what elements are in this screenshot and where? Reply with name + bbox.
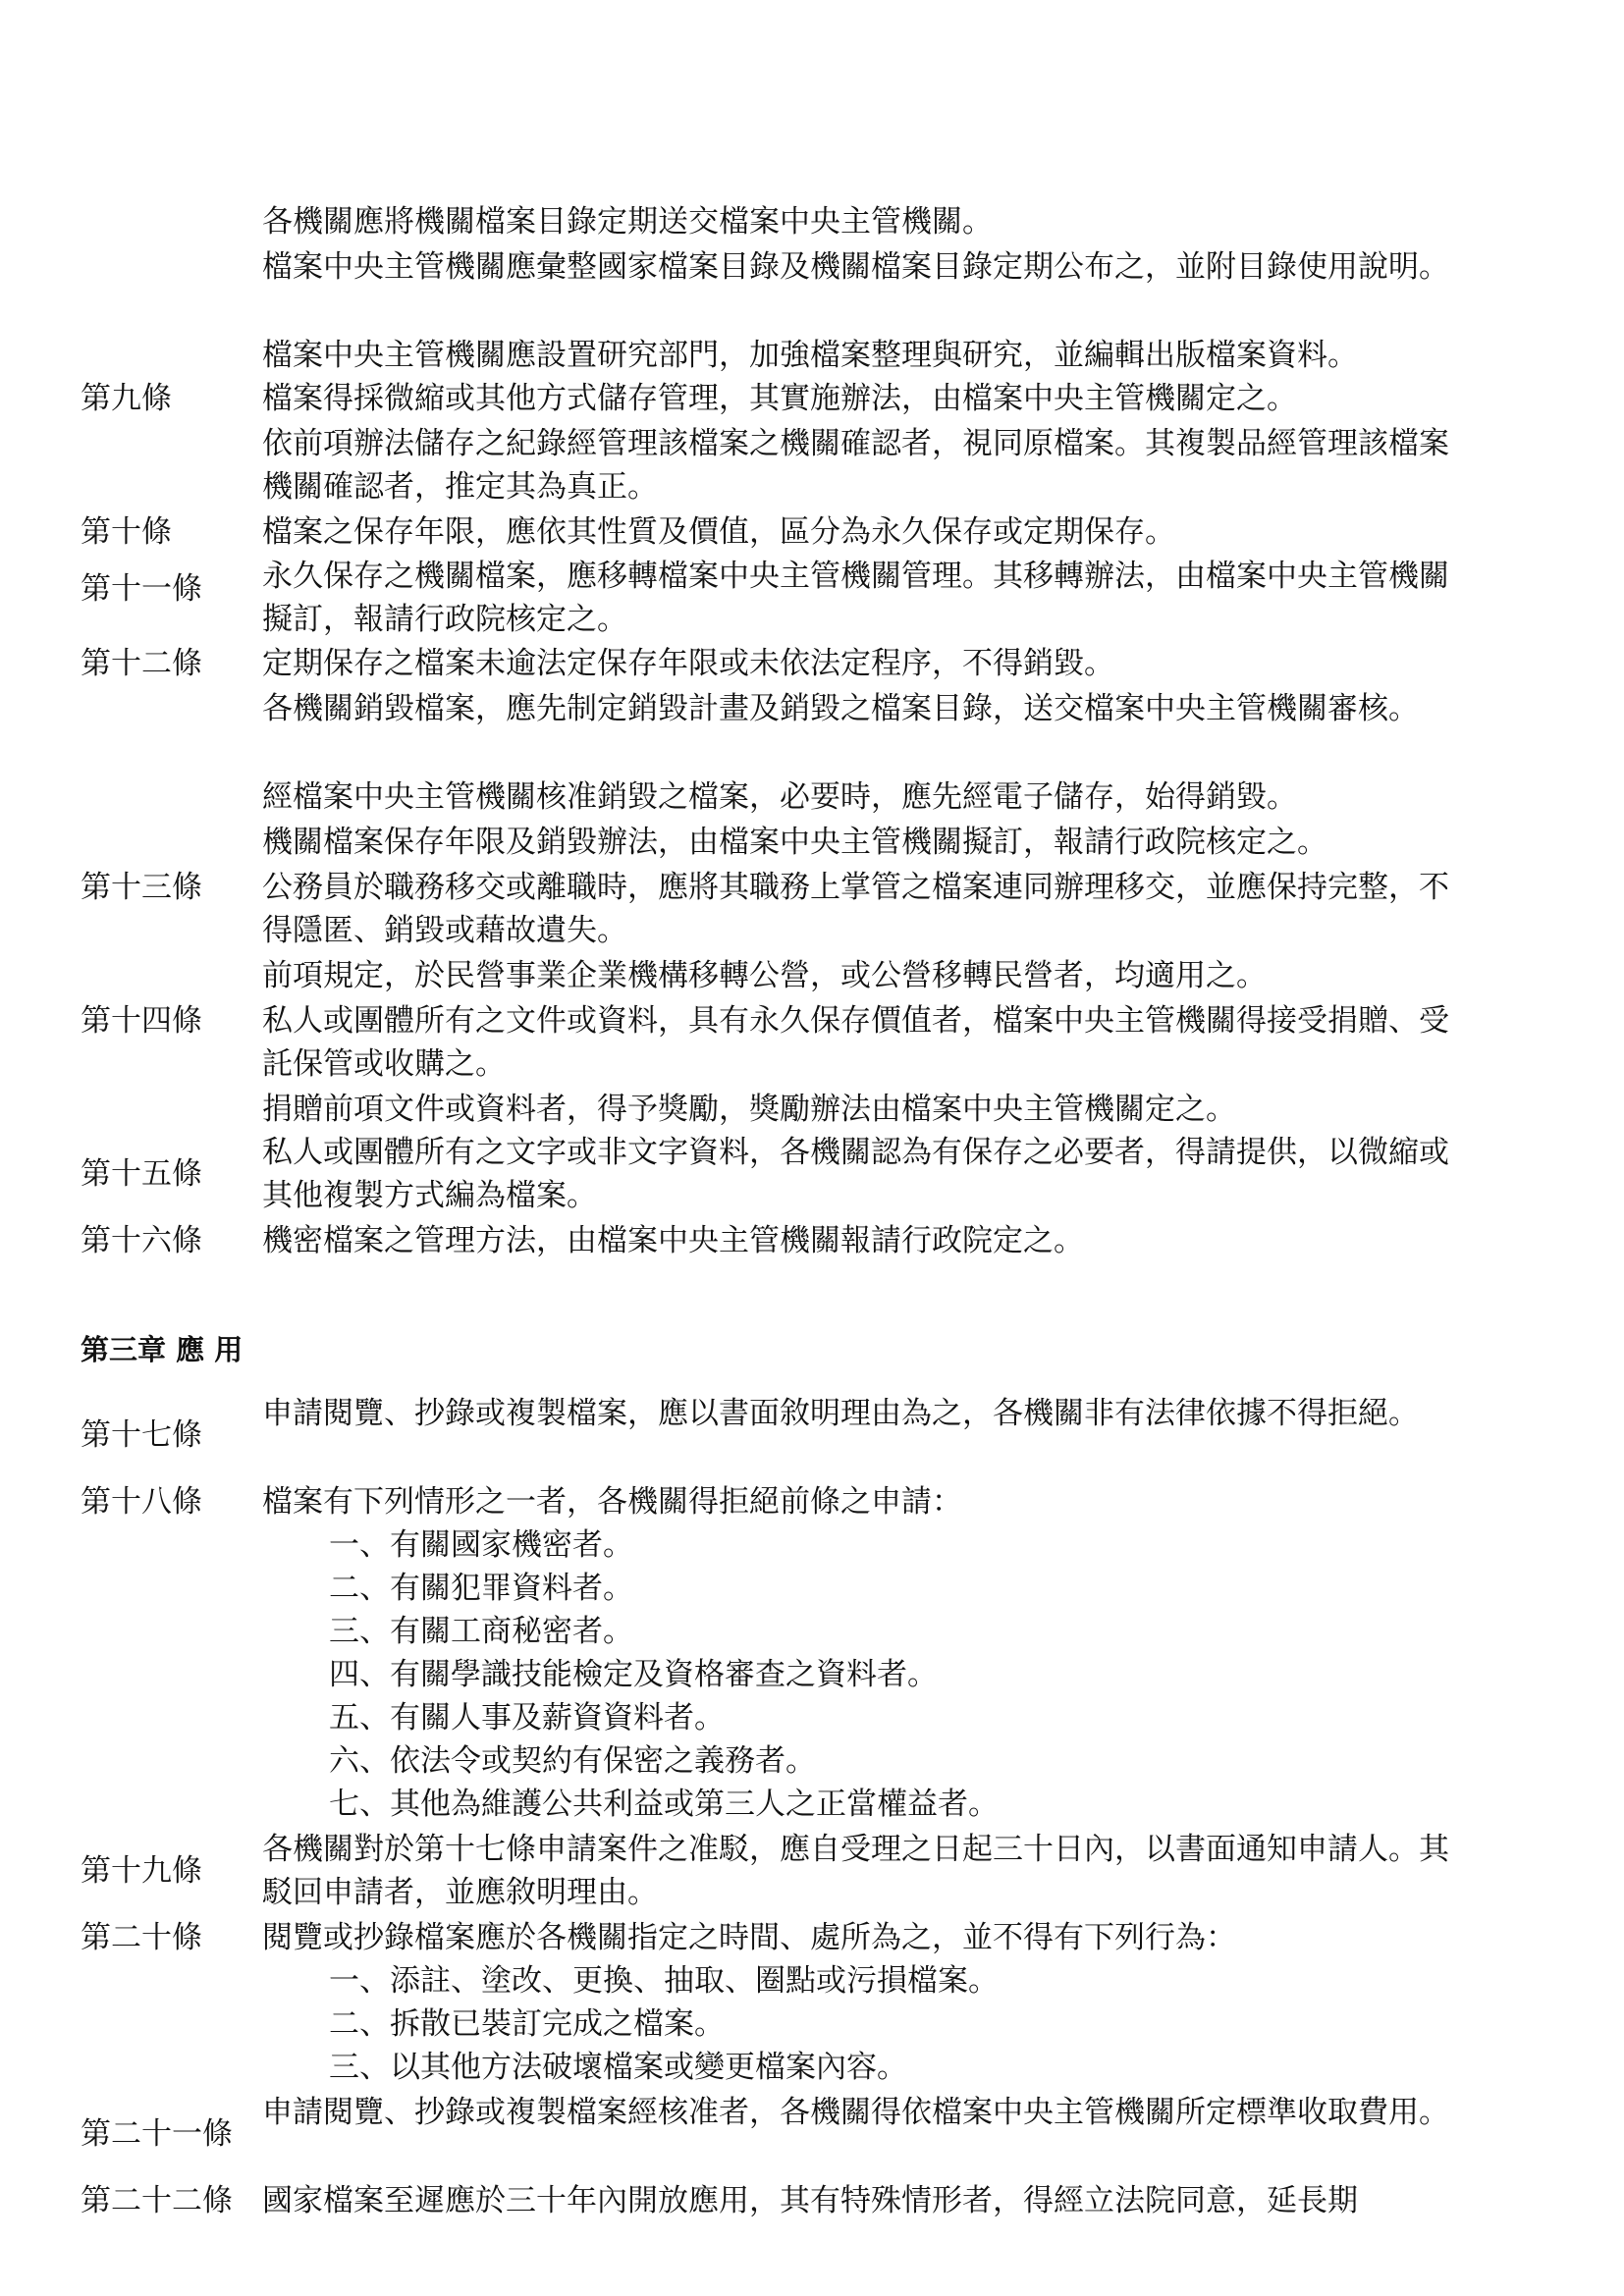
list-item: 一、添註、塗改、更換、抽取、圈點或污損檔案。 [329,1963,999,1999]
article-label: 第二十二條 [81,2183,233,2218]
list-item: 二、拆散已裝訂完成之檔案。 [329,2006,725,2042]
article-paragraph: 檔案之保存年限，應依其性質及價值，區分為永久保存或定期保存。 [262,514,1175,550]
article-label: 第十一條 [81,571,202,607]
article-paragraph: 各機關對於第十七條申請案件之准駁，應自受理之日起三十日內，以書面通知申請人。其駁回申請者，並應敘明理由。 [262,1832,1449,1910]
article-paragraph: 檔案有下列情形之一者，各機關得拒絕前條之申請： [262,1484,962,1520]
article-label: 第十四條 [81,1003,202,1039]
article-paragraph: 前項規定，於民營事業企業機構移轉公營，或公營移轉民營者，均適用之。 [262,958,1267,993]
article-paragraph: 定期保存之檔案未逾法定保存年限或未依法定程序，不得銷毀。 [262,646,1114,681]
article-paragraph: 各機關銷毀檔案，應先制定銷毀計畫及銷毀之檔案目錄，送交檔案中央主管機關審核。 [262,691,1419,726]
chapter-heading: 第三章 應 用 [81,1333,244,1366]
list-item: 五、有關人事及薪資資料者。 [329,1700,725,1735]
article-paragraph: 公務員於職務移交或離職時，應將其職務上掌管之檔案連同辦理移交，並應保持完整，不得隱匿、銷毀或藉故遺失。 [262,870,1449,948]
article-paragraph: 申請閱覽、抄錄或複製檔案，應以書面敘明理由為之，各機關非有法律依據不得拒絕。 [262,1396,1419,1431]
article-paragraph: 各機關應將機關檔案目錄定期送交檔案中央主管機關。 [262,204,993,240]
article-label: 第十五條 [81,1156,202,1192]
article-paragraph: 機關檔案保存年限及銷毀辦法，由檔案中央主管機關擬訂，報請行政院核定之。 [262,825,1327,860]
list-item: 四、有關學識技能檢定及資格審查之資料者。 [329,1657,938,1692]
article-paragraph: 機密檔案之管理方法，由檔案中央主管機關報請行政院定之。 [262,1223,1084,1258]
article-label: 第十六條 [81,1223,202,1258]
article-paragraph: 捐贈前項文件或資料者，得予獎勵，獎勵辦法由檔案中央主管機關定之。 [262,1092,1236,1127]
article-label: 第十九條 [81,1853,202,1889]
article-label: 第十條 [81,514,172,550]
article-label: 第二十條 [81,1920,202,1955]
article-paragraph: 申請閱覽、抄錄或複製檔案經核准者，各機關得依檔案中央主管機關所定標準收取費用。 [262,2095,1449,2130]
list-item: 六、依法令或契約有保密之義務者。 [329,1743,816,1779]
article-paragraph: 經檔案中央主管機關核准銷毀之檔案，必要時，應先經電子儲存，始得銷毀。 [262,779,1297,815]
article-label: 第十二條 [81,646,202,681]
article-paragraph: 依前項辦法儲存之紀錄經管理該檔案之機關確認者，視同原檔案。其複製品經管理該檔案機關確認者，推定其為真正。 [262,426,1449,505]
list-item: 三、有關工商秘密者。 [329,1614,633,1649]
article-paragraph: 國家檔案至遲應於三十年內開放應用，其有特殊情形者，得經立法院同意，延長期 [262,2183,1358,2218]
list-item: 一、有關國家機密者。 [329,1527,633,1563]
article-paragraph: 檔案中央主管機關應彙整國家檔案目錄及機關檔案目錄定期公布之，並附目錄使用說明。 [262,249,1449,285]
article-paragraph: 私人或團體所有之文件或資料，具有永久保存價值者，檔案中央主管機關得接受捐贈、受託保管或收購之。 [262,1003,1449,1082]
article-label: 第十八條 [81,1484,202,1520]
article-label: 第十七條 [81,1417,202,1453]
article-paragraph: 檔案中央主管機關應設置研究部門，加強檔案整理與研究，並編輯出版檔案資料。 [262,338,1358,373]
article-paragraph: 永久保存之機關檔案，應移轉檔案中央主管機關管理。其移轉辦法，由檔案中央主管機關擬訂，報請行政院核定之。 [262,559,1449,637]
article-paragraph: 私人或團體所有之文字或非文字資料，各機關認為有保存之必要者，得請提供，以微縮或其他複製方式編為檔案。 [262,1135,1449,1213]
list-item: 三、以其他方法破壞檔案或變更檔案內容。 [329,2050,907,2085]
article-label: 第十三條 [81,870,202,905]
list-item: 二、有關犯罪資料者。 [329,1571,633,1606]
article-paragraph: 閱覽或抄錄檔案應於各機關指定之時間、處所為之，並不得有下列行為： [262,1920,1236,1955]
article-paragraph: 檔案得採微縮或其他方式儲存管理，其實施辦法，由檔案中央主管機關定之。 [262,381,1297,416]
article-label: 第二十一條 [81,2116,233,2152]
article-label: 第九條 [81,381,172,416]
list-item: 七、其他為維護公共利益或第三人之正當權益者。 [329,1787,999,1822]
